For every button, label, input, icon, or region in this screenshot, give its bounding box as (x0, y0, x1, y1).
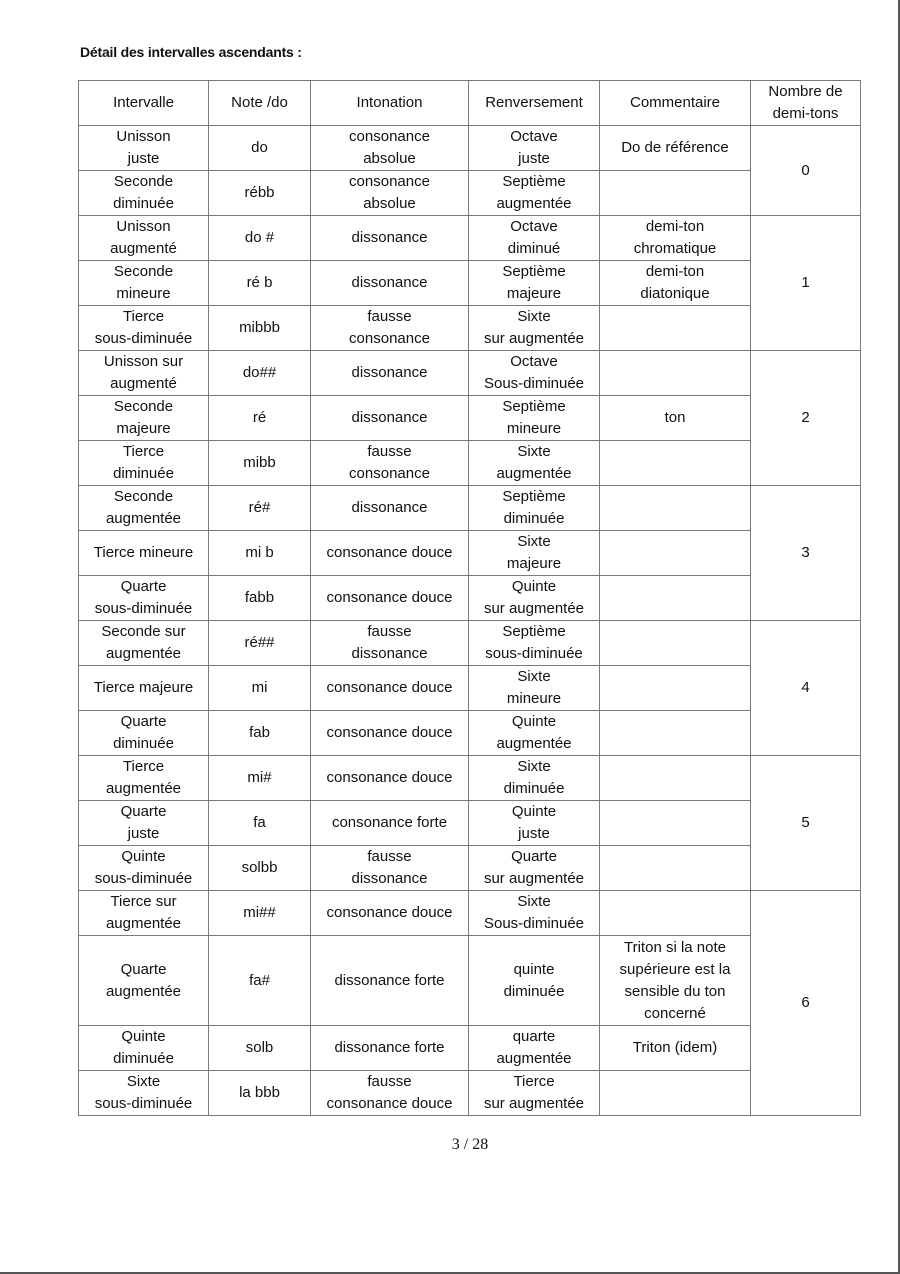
cell-note: mibbb (209, 306, 311, 351)
cell-comment: Do de référence (600, 126, 751, 171)
cell-comment: ton (600, 396, 751, 441)
header-intonation: Intonation (311, 81, 469, 126)
cell-note: fabb (209, 576, 311, 621)
cell-interval: Tierce diminuée (79, 441, 209, 486)
cell-comment (600, 1071, 751, 1116)
table-row (79, 171, 861, 216)
cell-comment: Triton (idem) (600, 1026, 751, 1071)
cell-inversion: Sixte diminuée (469, 756, 600, 801)
cell-comment (600, 801, 751, 846)
cell-inversion: Septième majeure (469, 261, 600, 306)
cell-intonation: consonance douce (311, 666, 469, 711)
cell-comment (600, 486, 751, 531)
cell-intonation: dissonance (311, 396, 469, 441)
cell-interval: Seconde mineure (79, 261, 209, 306)
cell-interval: Seconde diminuée (79, 171, 209, 216)
table-row (79, 576, 861, 621)
cell-note: ré## (209, 621, 311, 666)
cell-interval: Seconde majeure (79, 396, 209, 441)
header-semitones: Nombre de demi-tons (751, 81, 861, 126)
cell-note: do## (209, 351, 311, 396)
table-row (79, 801, 861, 846)
cell-intonation: consonance douce (311, 576, 469, 621)
cell-inversion: quarte augmentée (469, 1026, 600, 1071)
cell-comment (600, 621, 751, 666)
cell-intonation: consonance douce (311, 891, 469, 936)
cell-comment (600, 306, 751, 351)
table-row (79, 711, 861, 756)
cell-note: solb (209, 1026, 311, 1071)
table-row (79, 351, 861, 396)
cell-inversion: Tierce sur augmentée (469, 1071, 600, 1116)
table-row (79, 396, 861, 441)
cell-intonation: consonance forte (311, 801, 469, 846)
cell-note: solbb (209, 846, 311, 891)
cell-interval: Quarte augmentée (79, 936, 209, 1026)
cell-inversion: Septième mineure (469, 396, 600, 441)
cell-intonation: dissonance forte (311, 936, 469, 1026)
cell-inversion: quinte diminuée (469, 936, 600, 1026)
cell-inversion: Septième augmentée (469, 171, 600, 216)
cell-comment (600, 441, 751, 486)
cell-comment (600, 666, 751, 711)
cell-intonation: fausse consonance (311, 306, 469, 351)
cell-note: ré# (209, 486, 311, 531)
cell-comment (600, 351, 751, 396)
intervals-table (78, 80, 861, 1116)
cell-comment (600, 171, 751, 216)
cell-interval: Sixte sous-diminuée (79, 1071, 209, 1116)
cell-interval: Tierce sur augmentée (79, 891, 209, 936)
cell-comment (600, 846, 751, 891)
cell-semitones: 4 (751, 621, 861, 756)
cell-semitones: 6 (751, 891, 861, 1116)
table-row (79, 891, 861, 936)
cell-note: mibb (209, 441, 311, 486)
cell-intonation: consonance douce (311, 531, 469, 576)
table-row (79, 441, 861, 486)
cell-intonation: consonance absolue (311, 171, 469, 216)
cell-interval: Unisson sur augmenté (79, 351, 209, 396)
cell-inversion: Sixte majeure (469, 531, 600, 576)
cell-note: mi# (209, 756, 311, 801)
cell-inversion: Septième sous-diminuée (469, 621, 600, 666)
table-row (79, 306, 861, 351)
cell-inversion: Sixte augmentée (469, 441, 600, 486)
table-row (79, 486, 861, 531)
header-interval: Intervalle (79, 81, 209, 126)
cell-intonation: fausse dissonance (311, 621, 469, 666)
cell-note: mi (209, 666, 311, 711)
cell-intonation: dissonance (311, 486, 469, 531)
cell-semitones: 1 (751, 216, 861, 351)
cell-interval: Quarte juste (79, 801, 209, 846)
cell-comment: demi-ton diatonique (600, 261, 751, 306)
cell-interval: Tierce sous-diminuée (79, 306, 209, 351)
cell-comment (600, 711, 751, 756)
table-row (79, 621, 861, 666)
cell-intonation: dissonance forte (311, 1026, 469, 1071)
cell-interval: Quarte diminuée (79, 711, 209, 756)
cell-semitones: 2 (751, 351, 861, 486)
table-row (79, 1026, 861, 1071)
cell-inversion: Quinte juste (469, 801, 600, 846)
cell-interval: Unisson augmenté (79, 216, 209, 261)
table-row (79, 126, 861, 171)
cell-intonation: fausse dissonance (311, 846, 469, 891)
cell-intonation: fausse consonance (311, 441, 469, 486)
cell-interval: Seconde sur augmentée (79, 621, 209, 666)
cell-interval: Quinte sous-diminuée (79, 846, 209, 891)
cell-intonation: fausse consonance douce (311, 1071, 469, 1116)
cell-inversion: Octave juste (469, 126, 600, 171)
cell-inversion: Sixte mineure (469, 666, 600, 711)
cell-inversion: Octave Sous-diminuée (469, 351, 600, 396)
cell-inversion: Sixte sur augmentée (469, 306, 600, 351)
cell-interval: Tierce majeure (79, 666, 209, 711)
header-comment: Commentaire (600, 81, 751, 126)
cell-note: fab (209, 711, 311, 756)
cell-intonation: dissonance (311, 216, 469, 261)
cell-inversion: Septième diminuée (469, 486, 600, 531)
cell-note: fa# (209, 936, 311, 1026)
cell-note: do # (209, 216, 311, 261)
cell-note: mi## (209, 891, 311, 936)
cell-intonation: dissonance (311, 261, 469, 306)
cell-inversion: Quarte sur augmentée (469, 846, 600, 891)
section-heading: Détail des intervalles ascendants : (80, 44, 302, 60)
cell-interval: Unisson juste (79, 126, 209, 171)
cell-inversion: Quinte augmentée (469, 711, 600, 756)
table-body (79, 126, 861, 1116)
table-row (79, 216, 861, 261)
cell-note: ré b (209, 261, 311, 306)
table-row (79, 756, 861, 801)
cell-comment (600, 756, 751, 801)
table-row (79, 531, 861, 576)
header-note: Note /do (209, 81, 311, 126)
table-row (79, 666, 861, 711)
cell-note: mi b (209, 531, 311, 576)
cell-note: rébb (209, 171, 311, 216)
cell-note: la bbb (209, 1071, 311, 1116)
cell-inversion: Octave diminué (469, 216, 600, 261)
cell-note: do (209, 126, 311, 171)
header-inversion: Renversement (469, 81, 600, 126)
cell-semitones: 3 (751, 486, 861, 621)
cell-interval: Quinte diminuée (79, 1026, 209, 1071)
cell-comment (600, 891, 751, 936)
cell-interval: Seconde augmentée (79, 486, 209, 531)
table-row (79, 261, 861, 306)
table-row (79, 846, 861, 891)
cell-intonation: consonance absolue (311, 126, 469, 171)
cell-semitones: 5 (751, 756, 861, 891)
cell-inversion: Quinte sur augmentée (469, 576, 600, 621)
cell-interval: Tierce mineure (79, 531, 209, 576)
cell-comment (600, 576, 751, 621)
table-header-row (79, 81, 861, 126)
page-number: 3 / 28 (451, 1136, 489, 1153)
cell-note: ré (209, 396, 311, 441)
cell-interval: Quarte sous-diminuée (79, 576, 209, 621)
cell-semitones: 0 (751, 126, 861, 216)
cell-intonation: consonance douce (311, 756, 469, 801)
cell-intonation: consonance douce (311, 711, 469, 756)
cell-inversion: Sixte Sous-diminuée (469, 891, 600, 936)
cell-comment (600, 531, 751, 576)
cell-comment: Triton si la note supérieure est la sensible du ton concerné (600, 936, 751, 1026)
table-row (79, 936, 861, 1026)
cell-interval: Tierce augmentée (79, 756, 209, 801)
cell-intonation: dissonance (311, 351, 469, 396)
cell-comment: demi-ton chromatique (600, 216, 751, 261)
table-row (79, 1071, 861, 1116)
cell-note: fa (209, 801, 311, 846)
